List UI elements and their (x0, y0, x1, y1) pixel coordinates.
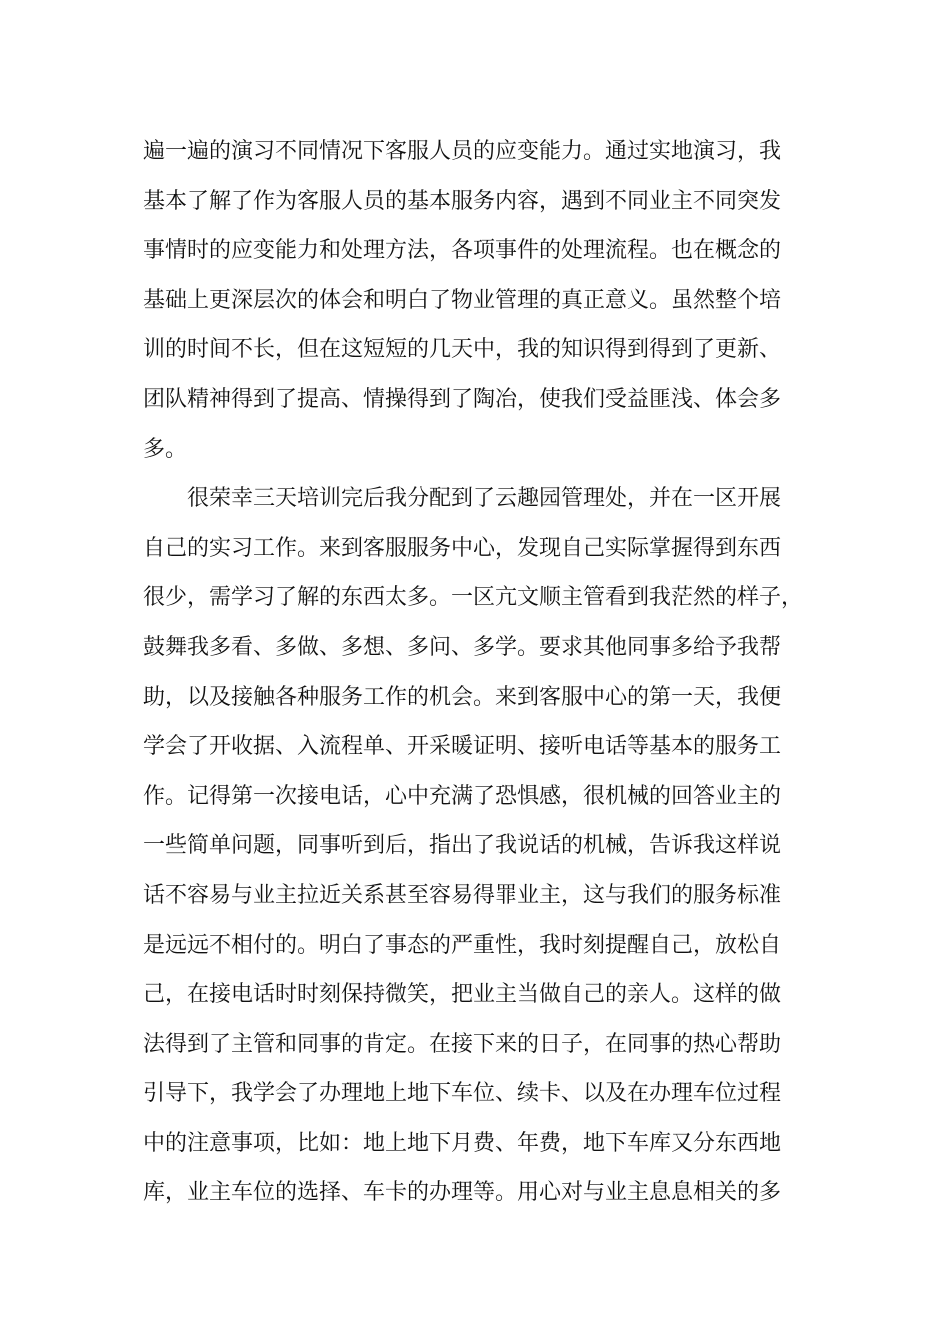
paragraph-line: 己，在接电话时时刻保持微笑，把业主当做自己的亲人。这样的做 (143, 982, 782, 1008)
paragraph-line: 学会了开收据、入流程单、开采暖证明、接听电话等基本的服务工 (143, 734, 782, 760)
paragraph-line: 训的时间不长，但在这短短的几天中，我的知识得到得到了更新、 (143, 337, 782, 363)
paragraph-line: 助，以及接触各种服务工作的机会。来到客服中心的第一天，我便 (143, 684, 782, 710)
paragraph-line: 多。 (143, 436, 188, 462)
paragraph-line: 很少，需学习了解的东西太多。一区亢文顺主管看到我茫然的样子， (143, 585, 804, 611)
paragraph-line: 事情时的应变能力和处理方法，各项事件的处理流程。也在概念的 (143, 238, 782, 264)
paragraph-line: 引导下，我学会了办理地上地下车位、续卡、以及在办理车位过程 (143, 1081, 782, 1107)
paragraph-line: 中的注意事项，比如：地上地下月费、年费，地下车库又分东西地 (143, 1130, 782, 1156)
paragraph-line: 库，业主车位的选择、车卡的办理等。用心对与业主息息相关的多 (143, 1180, 782, 1206)
paragraph-line: 基础上更深层次的体会和明白了物业管理的真正意义。虽然整个培 (143, 287, 782, 313)
paragraph-line: 是远远不相付的。明白了事态的严重性，我时刻提醒自己，放松自 (143, 932, 782, 958)
paragraph-line: 话不容易与业主拉近关系甚至容易得罪业主，这与我们的服务标准 (143, 882, 782, 908)
paragraph-line: 作。记得第一次接电话，心中充满了恐惧感，很机械的回答业主的 (143, 783, 782, 809)
paragraph-line: 团队精神得到了提高、情操得到了陶冶，使我们受益匪浅、体会多 (143, 386, 782, 412)
paragraph-line: 鼓舞我多看、多做、多想、多问、多学。要求其他同事多给予我帮 (143, 634, 782, 660)
paragraph-line: 遍一遍的演习不同情况下客服人员的应变能力。通过实地演习，我 (143, 139, 782, 164)
paragraph-line: 很荣幸三天培训完后我分配到了云趣园管理处，并在一区开展 (187, 486, 782, 512)
paragraph-1 (143, 133, 813, 480)
document-body (143, 133, 813, 1224)
paragraph-line: 基本了解了作为客服人员的基本服务内容，遇到不同业主不同突发 (143, 188, 782, 214)
paragraph-line: 自己的实习工作。来到客服服务中心，发现自己实际掌握得到东西 (143, 535, 782, 561)
paragraph-line: 法得到了主管和同事的肯定。在接下来的日子，在同事的热心帮助 (143, 1031, 782, 1057)
paragraph-line: 一些简单问题，同事听到后，指出了我说话的机械，告诉我这样说 (143, 833, 782, 859)
paragraph-2 (143, 480, 813, 1224)
